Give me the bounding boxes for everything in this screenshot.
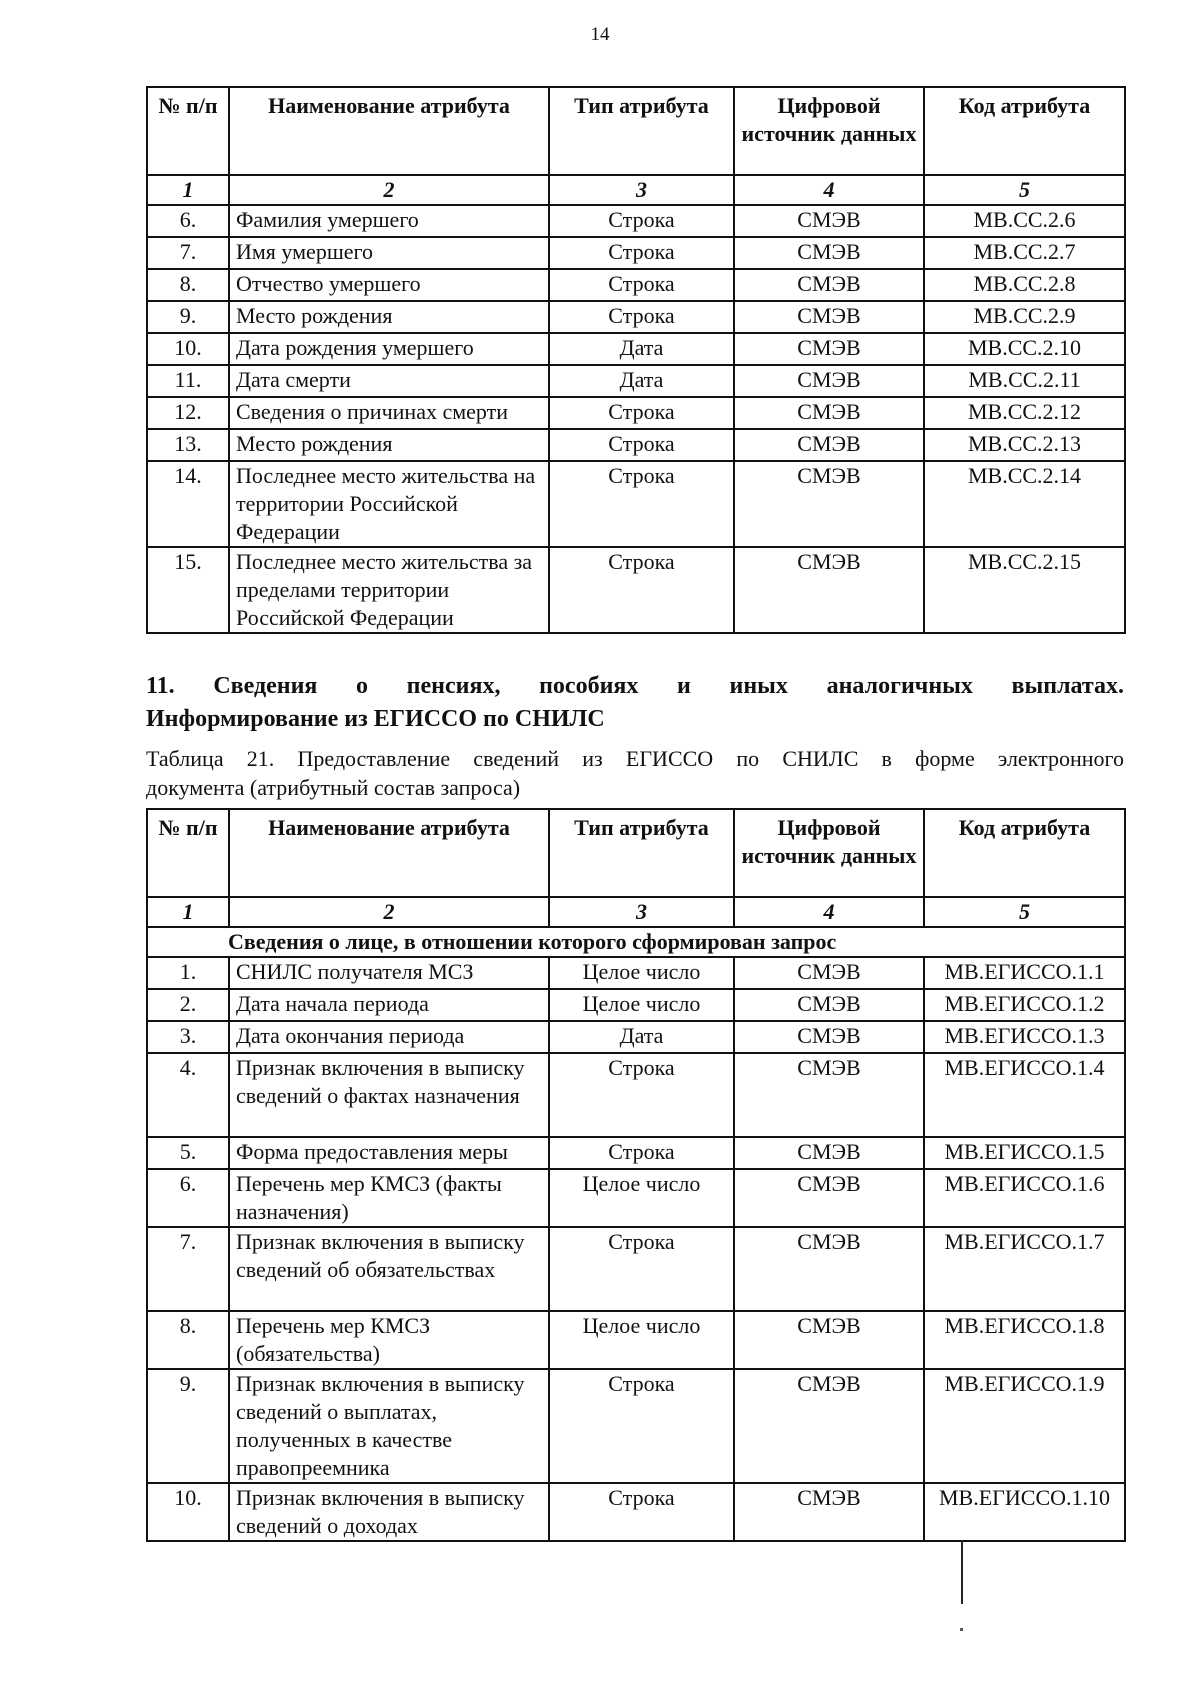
attribute-name: Последнее место жительства за пределами территории Российской Федерации	[229, 547, 549, 633]
attribute-name: Отчество умершего	[229, 269, 549, 301]
attribute-code: МВ.ЕГИССО.1.7	[924, 1227, 1125, 1311]
data-source: СМЭВ	[734, 461, 924, 547]
data-source: СМЭВ	[734, 1021, 924, 1053]
row-number: 15.	[147, 547, 229, 633]
table-row	[147, 1169, 1125, 1227]
attribute-code: МВ.СС.2.15	[924, 547, 1125, 633]
page-number: 14	[590, 24, 610, 45]
data-source: СМЭВ	[734, 1169, 924, 1227]
data-source: СМЭВ	[734, 989, 924, 1021]
attribute-table-continued	[146, 86, 1126, 634]
column-number: 1	[147, 175, 229, 205]
header-attribute-code: Код атрибута	[924, 809, 1125, 897]
row-number: 1.	[147, 957, 229, 989]
table-row	[147, 205, 1125, 237]
row-number: 4.	[147, 1053, 229, 1137]
data-source: СМЭВ	[734, 1483, 924, 1541]
table-row	[147, 397, 1125, 429]
attribute-code: МВ.ЕГИССО.1.4	[924, 1053, 1125, 1137]
scan-artifact-line	[961, 1540, 963, 1604]
row-number: 5.	[147, 1137, 229, 1169]
column-number: 3	[549, 897, 734, 927]
attribute-code: МВ.ЕГИССО.1.2	[924, 989, 1125, 1021]
table-header-row	[147, 809, 1125, 897]
column-number: 4	[734, 897, 924, 927]
data-source: СМЭВ	[734, 1137, 924, 1169]
table-row	[147, 1137, 1125, 1169]
table-row	[147, 1053, 1125, 1137]
header-number: № п/п	[147, 809, 229, 897]
table-row	[147, 237, 1125, 269]
attribute-code: МВ.ЕГИССО.1.1	[924, 957, 1125, 989]
header-attribute-type: Тип атрибута	[549, 87, 734, 175]
table-row	[147, 301, 1125, 333]
attribute-type: Строка	[549, 461, 734, 547]
attribute-type: Строка	[549, 1053, 734, 1137]
row-number: 8.	[147, 1311, 229, 1369]
attribute-name: Дата рождения умершего	[229, 333, 549, 365]
attribute-type: Строка	[549, 205, 734, 237]
attribute-name: Дата окончания периода	[229, 1021, 549, 1053]
attribute-type: Целое число	[549, 1311, 734, 1369]
table-row	[147, 333, 1125, 365]
attribute-type: Целое число	[549, 989, 734, 1021]
data-source: СМЭВ	[734, 1311, 924, 1369]
header-attribute-type: Тип атрибута	[549, 809, 734, 897]
table-row	[147, 1483, 1125, 1541]
table-row	[147, 1369, 1125, 1483]
section-heading-line: 11. Сведения о пенсиях, пособиях и иных аналогичных выплатах.	[146, 673, 1124, 699]
row-number: 13.	[147, 429, 229, 461]
header-data-source: Цифровой источник данных	[734, 87, 924, 175]
column-number-row	[147, 175, 1125, 205]
table-caption-line: Таблица 21. Предоставление сведений из ЕГИССО по СНИЛС в форме электронного	[146, 746, 1124, 771]
data-source: СМЭВ	[734, 365, 924, 397]
attribute-code: МВ.ЕГИССО.1.8	[924, 1311, 1125, 1369]
table-row	[147, 1021, 1125, 1053]
attribute-name: Дата начала периода	[229, 989, 549, 1021]
attribute-name: Признак включения в выписку сведений о выплатах, полученных в качестве правопреемника	[229, 1369, 549, 1483]
row-number: 14.	[147, 461, 229, 547]
table-caption-line: документа (атрибутный состав запроса)	[146, 775, 521, 800]
attribute-code: МВ.СС.2.10	[924, 333, 1125, 365]
scan-artifact-dot	[960, 1628, 963, 1631]
table-row	[147, 547, 1125, 633]
row-number: 11.	[147, 365, 229, 397]
column-number-row	[147, 897, 1125, 927]
attribute-type: Строка	[549, 1483, 734, 1541]
table-row	[147, 429, 1125, 461]
data-source: СМЭВ	[734, 547, 924, 633]
table-row	[147, 365, 1125, 397]
row-number: 2.	[147, 989, 229, 1021]
attribute-type: Целое число	[549, 1169, 734, 1227]
attribute-code: МВ.СС.2.9	[924, 301, 1125, 333]
attribute-type: Строка	[549, 547, 734, 633]
attribute-name: Дата смерти	[229, 365, 549, 397]
column-number: 2	[229, 897, 549, 927]
attribute-type: Дата	[549, 365, 734, 397]
header-data-source: Цифровой источник данных	[734, 809, 924, 897]
data-source: СМЭВ	[734, 1227, 924, 1311]
attribute-type: Строка	[549, 1227, 734, 1311]
attribute-type: Строка	[549, 1369, 734, 1483]
data-source: СМЭВ	[734, 397, 924, 429]
column-number: 5	[924, 897, 1125, 927]
attribute-code: МВ.СС.2.14	[924, 461, 1125, 547]
group-header-row	[147, 927, 1125, 957]
attribute-name: Признак включения в выписку сведений об обязательствах	[229, 1227, 549, 1311]
attribute-type: Строка	[549, 397, 734, 429]
row-number: 9.	[147, 1369, 229, 1483]
attribute-name: Сведения о причинах смерти	[229, 397, 549, 429]
attribute-code: МВ.СС.2.7	[924, 237, 1125, 269]
row-number: 6.	[147, 1169, 229, 1227]
header-attribute-code: Код атрибута	[924, 87, 1125, 175]
table-row	[147, 1311, 1125, 1369]
table-row	[147, 989, 1125, 1021]
attribute-code: МВ.СС.2.6	[924, 205, 1125, 237]
row-number: 9.	[147, 301, 229, 333]
attribute-code: МВ.ЕГИССО.1.10	[924, 1483, 1125, 1541]
attribute-name: Перечень мер КМСЗ (факты назначения)	[229, 1169, 549, 1227]
attribute-name: СНИЛС получателя МСЗ	[229, 957, 549, 989]
row-number: 10.	[147, 333, 229, 365]
attribute-code: МВ.ЕГИССО.1.5	[924, 1137, 1125, 1169]
table-row	[147, 269, 1125, 301]
attribute-type: Строка	[549, 429, 734, 461]
attribute-type: Строка	[549, 269, 734, 301]
header-attribute-name: Наименование атрибута	[229, 809, 549, 897]
attribute-code: МВ.СС.2.8	[924, 269, 1125, 301]
data-source: СМЭВ	[734, 429, 924, 461]
data-source: СМЭВ	[734, 1369, 924, 1483]
column-number: 4	[734, 175, 924, 205]
attribute-name: Признак включения в выписку сведений о фактах назначения	[229, 1053, 549, 1137]
column-number: 2	[229, 175, 549, 205]
attribute-code: МВ.СС.2.11	[924, 365, 1125, 397]
data-source: СМЭВ	[734, 957, 924, 989]
attribute-code: МВ.ЕГИССО.1.3	[924, 1021, 1125, 1053]
attribute-name: Признак включения в выписку сведений о доходах	[229, 1483, 549, 1541]
data-source: СМЭВ	[734, 269, 924, 301]
data-source: СМЭВ	[734, 205, 924, 237]
table-row	[147, 957, 1125, 989]
attribute-table-21	[146, 808, 1126, 1542]
column-number: 5	[924, 175, 1125, 205]
row-number: 3.	[147, 1021, 229, 1053]
attribute-code: МВ.СС.2.13	[924, 429, 1125, 461]
row-number: 6.	[147, 205, 229, 237]
data-source: СМЭВ	[734, 237, 924, 269]
attribute-type: Дата	[549, 1021, 734, 1053]
attribute-name: Место рождения	[229, 301, 549, 333]
section-heading	[146, 670, 1124, 736]
attribute-name: Форма предоставления меры	[229, 1137, 549, 1169]
attribute-type: Строка	[549, 1137, 734, 1169]
attribute-name: Имя умершего	[229, 237, 549, 269]
data-source: СМЭВ	[734, 301, 924, 333]
group-label: Сведения о лице, в отношении которого сформирован запрос	[147, 927, 1125, 957]
attribute-type: Строка	[549, 237, 734, 269]
column-number: 1	[147, 897, 229, 927]
attribute-type: Целое число	[549, 957, 734, 989]
attribute-code: МВ.ЕГИССО.1.9	[924, 1369, 1125, 1483]
attribute-type: Строка	[549, 301, 734, 333]
attribute-name: Перечень мер КМСЗ (обязательства)	[229, 1311, 549, 1369]
attribute-type: Дата	[549, 333, 734, 365]
header-attribute-name: Наименование атрибута	[229, 87, 549, 175]
table-row	[147, 461, 1125, 547]
row-number: 7.	[147, 237, 229, 269]
section-heading-line: Информирование из ЕГИССО по СНИЛС	[146, 706, 605, 732]
data-source: СМЭВ	[734, 333, 924, 365]
row-number: 12.	[147, 397, 229, 429]
data-source: СМЭВ	[734, 1053, 924, 1137]
table-caption	[146, 744, 1124, 802]
attribute-name: Место рождения	[229, 429, 549, 461]
row-number: 10.	[147, 1483, 229, 1541]
row-number: 7.	[147, 1227, 229, 1311]
table-header-row	[147, 87, 1125, 175]
row-number: 8.	[147, 269, 229, 301]
attribute-name: Фамилия умершего	[229, 205, 549, 237]
attribute-name: Последнее место жительства на территории Российской Федерации	[229, 461, 549, 547]
attribute-code: МВ.СС.2.12	[924, 397, 1125, 429]
attribute-code: МВ.ЕГИССО.1.6	[924, 1169, 1125, 1227]
table-row	[147, 1227, 1125, 1311]
header-number: № п/п	[147, 87, 229, 175]
column-number: 3	[549, 175, 734, 205]
